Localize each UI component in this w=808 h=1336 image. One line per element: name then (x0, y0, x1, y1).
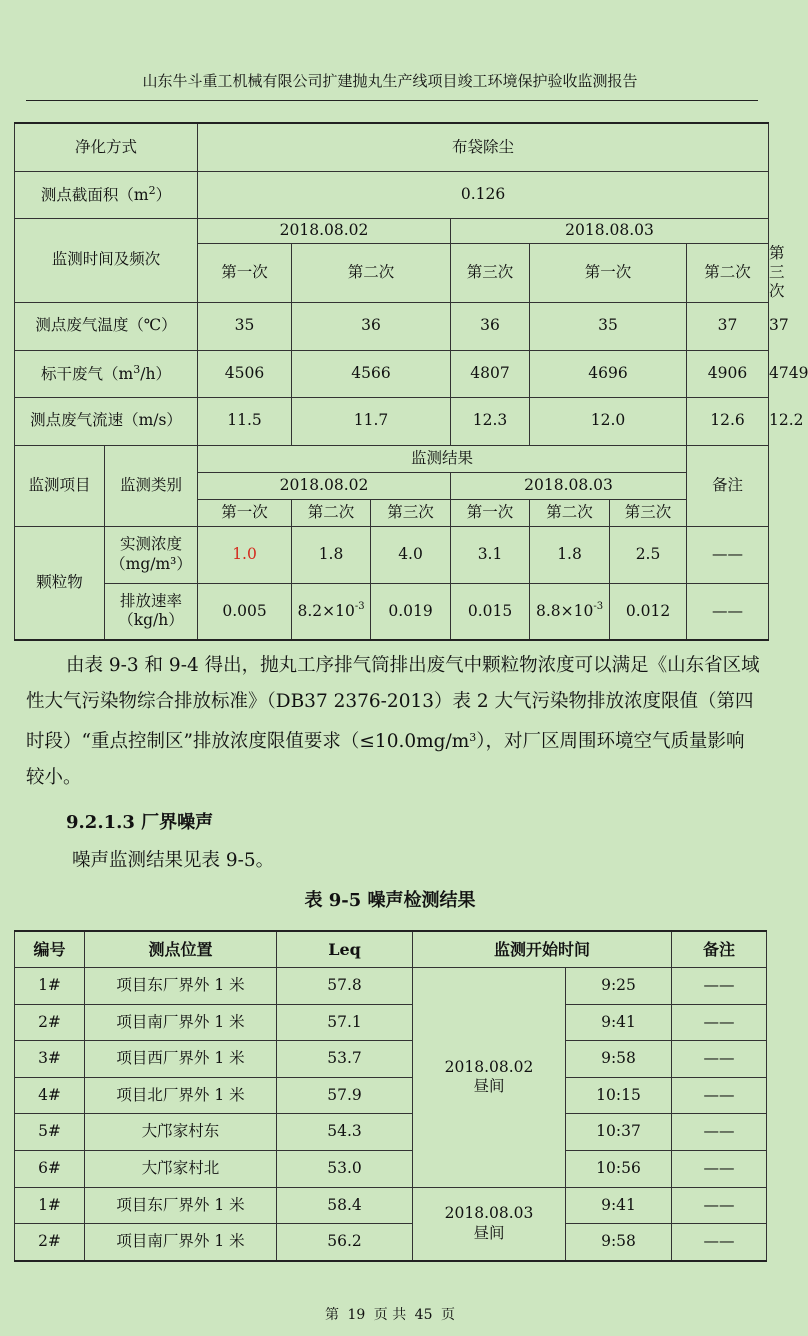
flow-value: 4807 (451, 350, 530, 397)
run-label: 第一次 (530, 243, 687, 302)
row-id: 2# (15, 1224, 85, 1261)
group-date-cell: 2018.08.03 昼间 (413, 1187, 566, 1261)
run-label: 第三次 (371, 499, 451, 526)
row-time: 10:37 (566, 1114, 672, 1151)
table-row (15, 1077, 767, 1114)
flow-value: 4906 (687, 350, 769, 397)
result-header-row (15, 445, 769, 472)
row-location: 项目北厂界外 1 米 (85, 1077, 277, 1114)
table-row (15, 1041, 767, 1078)
flow-value: 4566 (292, 350, 451, 397)
row-time: 9:41 (566, 1004, 672, 1041)
page-number: 19 (347, 1307, 366, 1323)
row-leq: 56.2 (277, 1224, 413, 1261)
rate-remark: —— (687, 583, 769, 640)
area-row (15, 171, 769, 218)
flow-row: 标干废气$(m^3/h)$ 4506 4566 4807 4696 4906 4749 (15, 350, 769, 397)
conc-value: 1.8 (292, 526, 371, 583)
row-remark: —— (672, 1150, 767, 1187)
time-label: 监测时间及频次 (15, 218, 198, 302)
row-leq: 53.0 (277, 1150, 413, 1187)
speed-value: 11.7 (292, 397, 451, 445)
row-id: 1# (15, 1187, 85, 1224)
run-label: 第一次 (451, 499, 530, 526)
conc-label: 实测浓度 （mg/m³） (105, 526, 198, 583)
group-date-cell: 2018.08.02 昼间 (413, 968, 566, 1188)
row-time: 9:58 (566, 1041, 672, 1078)
report-header: 山东牛斗重工机械有限公司扩建抛丸生产线项目竣工环境保护验收监测报告 (142, 72, 638, 90)
rate-label: 排放速率 （kg/h） (105, 583, 198, 640)
page-total: 45 (414, 1307, 433, 1323)
row-location: 项目东厂界外 1 米 (85, 968, 277, 1005)
row-time: 10:56 (566, 1150, 672, 1187)
col-header: 监测开始时间 (413, 931, 672, 968)
speed-value: 12.0 (530, 397, 687, 445)
conc-value: 3.1 (451, 526, 530, 583)
col-header: Leq (277, 931, 413, 968)
row-location: 项目西厂界外 1 米 (85, 1041, 277, 1078)
row-remark: —— (672, 1077, 767, 1114)
area-value: 0.126 (198, 171, 769, 218)
flow-value: 4696 (530, 350, 687, 397)
row-remark: —— (672, 1041, 767, 1078)
runs-row: 第一次 第二次 第三次 第一次 第二次 第三次 (15, 243, 769, 302)
section-text: 噪声监测结果见表 9-5。 (72, 850, 275, 871)
item-label: 监测项目 (15, 445, 105, 526)
run-label: 第三次 (451, 243, 530, 302)
conc-row (15, 526, 769, 583)
header-rule (26, 100, 758, 101)
purification-label: 净化方式 (15, 123, 198, 171)
conc-remark: —— (687, 526, 769, 583)
conc-value: 1.0 (198, 526, 292, 583)
row-remark: —— (672, 1114, 767, 1151)
table-row (15, 1224, 767, 1261)
speed-label: 测点废气流速（m/s） (15, 397, 198, 445)
row-location: 大邝家村东 (85, 1114, 277, 1151)
speed-row: 测点废气流速（m/s） 11.5 11.7 12.3 12.0 12.6 12.2 (15, 397, 769, 445)
row-id: 5# (15, 1114, 85, 1151)
temp-value: 37 (687, 302, 769, 350)
rate-value: 0.019 (371, 583, 451, 640)
conc-value: 4.0 (371, 526, 451, 583)
row-id: 3# (15, 1041, 85, 1078)
row-id: 6# (15, 1150, 85, 1187)
col-header: 测点位置 (85, 931, 277, 968)
row-id: 4# (15, 1077, 85, 1114)
run-label: 第二次 (292, 499, 371, 526)
run-label: 第二次 (687, 243, 769, 302)
run-label: 第一次 (198, 243, 292, 302)
temp-value: 35 (530, 302, 687, 350)
row-id: 2# (15, 1004, 85, 1041)
conc-value: 1.8 (530, 526, 610, 583)
speed-value: 11.5 (198, 397, 292, 445)
table-row (15, 1004, 767, 1041)
purification-value: 布袋除尘 (198, 123, 769, 171)
col-header: 编号 (15, 931, 85, 968)
rate-value: 0.015 (451, 583, 530, 640)
area-label: 测点截面积$(m^2)$ (15, 171, 198, 218)
rate-value: $8.2\times 10^{-3}$ (292, 583, 371, 640)
table-row (15, 968, 767, 1005)
purification-row (15, 123, 769, 171)
row-location: 项目南厂界外 1 米 (85, 1224, 277, 1261)
speed-value: 12.3 (451, 397, 530, 445)
speed-value: 12.6 (687, 397, 769, 445)
category-label: 监测类别 (105, 445, 198, 526)
row-remark: —— (672, 1004, 767, 1041)
noise-table (14, 930, 767, 1262)
row-location: 项目东厂界外 1 米 (85, 1187, 277, 1224)
row-leq: 53.7 (277, 1041, 413, 1078)
pollutant-name: 颗粒物 (15, 526, 105, 640)
row-time: 10:15 (566, 1077, 672, 1114)
row-time: 9:58 (566, 1224, 672, 1261)
row-location: 项目南厂界外 1 米 (85, 1004, 277, 1041)
row-location: 大邝家村北 (85, 1150, 277, 1187)
col-header: 备注 (672, 931, 767, 968)
temp-value: 35 (198, 302, 292, 350)
row-leq: 58.4 (277, 1187, 413, 1224)
temp-value: 36 (451, 302, 530, 350)
temp-label: 测点废气温度（℃） (15, 302, 198, 350)
table-row (15, 1187, 767, 1224)
temp-value: 36 (292, 302, 451, 350)
date1: 2018.08.02 (198, 218, 451, 243)
row-leq: 57.8 (277, 968, 413, 1005)
result-label: 监测结果 (198, 445, 687, 472)
rate-value: 0.012 (610, 583, 687, 640)
row-remark: —— (672, 1187, 767, 1224)
row-leq: 57.1 (277, 1004, 413, 1041)
run-label: 第二次 (530, 499, 610, 526)
exhaust-monitoring-table (14, 122, 808, 641)
flow-value: 4506 (198, 350, 292, 397)
temp-row: 测点废气温度（℃） 35 36 36 35 37 37 (15, 302, 769, 350)
table-row (15, 1150, 767, 1187)
result-date1: 2018.08.02 (198, 472, 451, 499)
date2: 2018.08.03 (451, 218, 769, 243)
row-remark: —— (672, 1224, 767, 1261)
row-time: 9:25 (566, 968, 672, 1005)
run-label: 第三次 (610, 499, 687, 526)
conclusion-paragraph: 由表 9-3 和 9-4 得出，抛丸工序排气筒排出废气中颗粒物浓度可以满足《山东省区域性大气污染物综合排放标准》（DB37 2376-2013）表 2 大气污染物排放浓度限值（第四时段）“重点控制区”排放浓度限值要求$(\le 10.0mg/m^3)$，对厂区周围环境空气质量影响较小。 (26, 655, 760, 788)
page-footer: 第 19 页 共 45 页 (325, 1307, 455, 1323)
row-time: 9:41 (566, 1187, 672, 1224)
row-leq: 57.9 (277, 1077, 413, 1114)
date-row (15, 218, 769, 243)
flow-label: 标干废气$(m^3/h)$ (15, 350, 198, 397)
rate-value: 0.005 (198, 583, 292, 640)
row-leq: 54.3 (277, 1114, 413, 1151)
run-label: 第二次 (292, 243, 451, 302)
remark-label: 备注 (687, 445, 769, 526)
result-date2: 2018.08.03 (451, 472, 687, 499)
table-row (15, 1114, 767, 1151)
run-label: 第一次 (198, 499, 292, 526)
noise-header-row (15, 931, 767, 968)
row-id: 1# (15, 968, 85, 1005)
rate-row (15, 583, 769, 640)
table-caption: 表 9-5 噪声检测结果 (304, 890, 476, 911)
conc-value: 2.5 (610, 526, 687, 583)
row-remark: —— (672, 968, 767, 1005)
rate-value: $8.8\times 10^{-3}$ (530, 583, 610, 640)
section-heading: 9.2.1.3 厂界噪声 (66, 812, 214, 833)
